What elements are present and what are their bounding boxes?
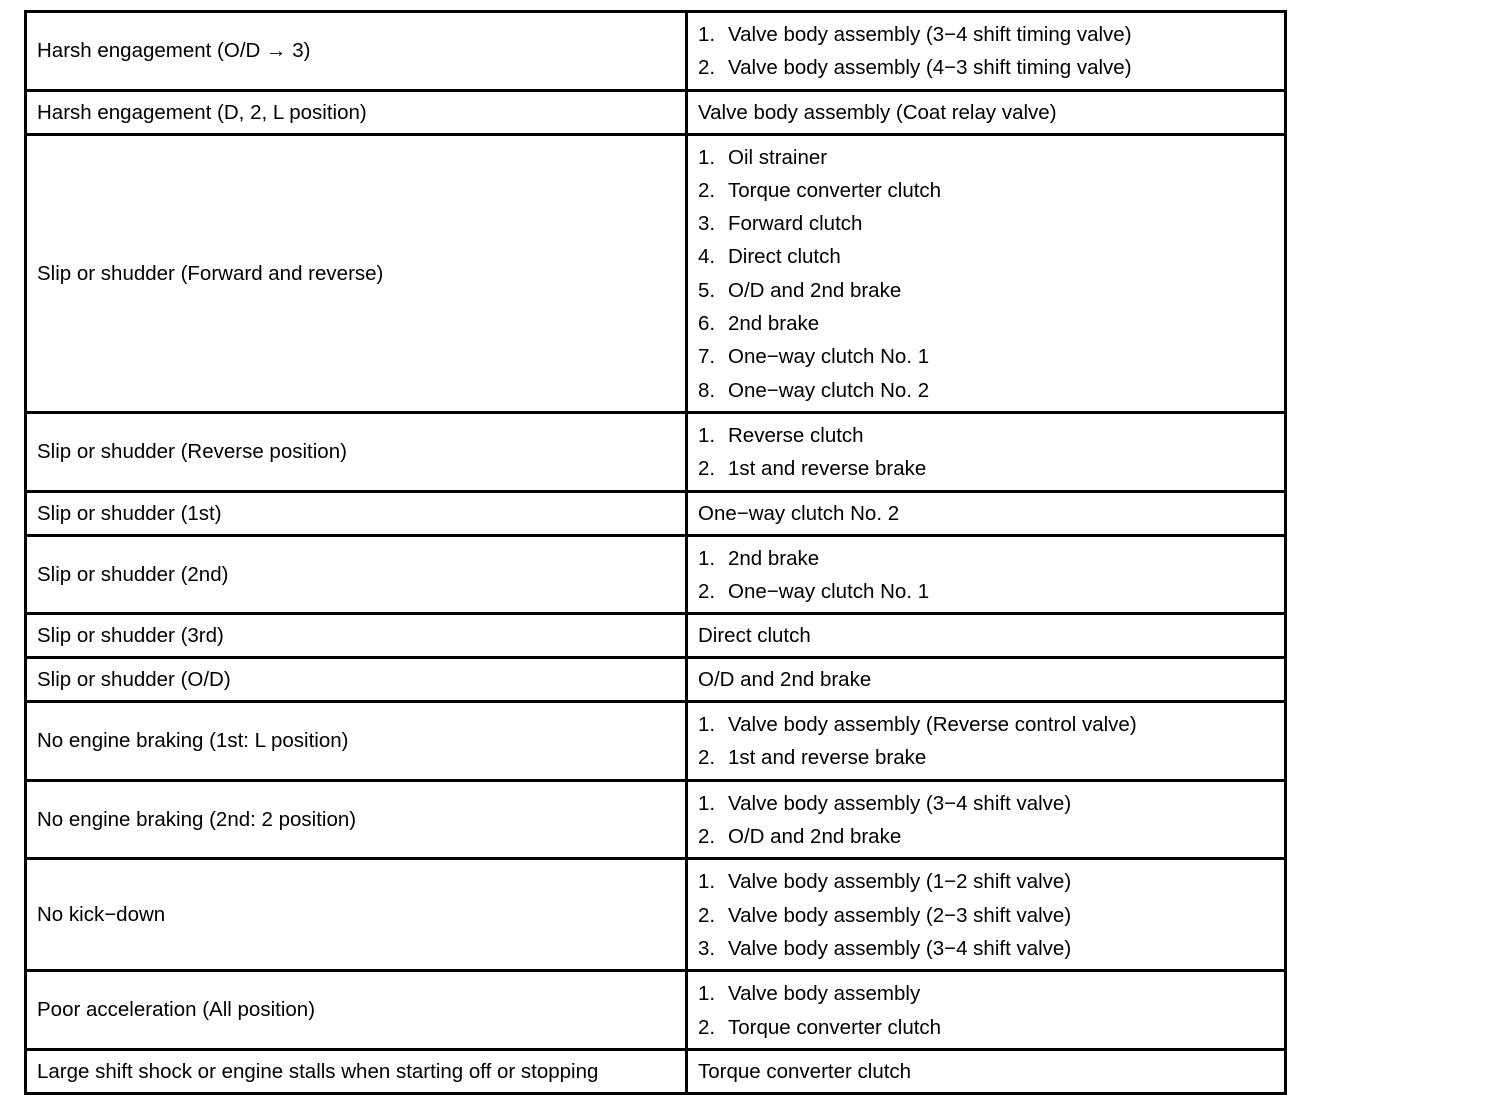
cause-text: One−way clutch No. 1 bbox=[728, 345, 930, 369]
cause-text: Valve body assembly (3−4 shift timing valve) bbox=[728, 23, 1132, 46]
cause-number: 2. bbox=[698, 579, 716, 603]
table-row bbox=[26, 971, 1286, 1050]
table-row bbox=[26, 859, 1286, 971]
cause-item bbox=[698, 932, 1274, 965]
cause-cell: One−way clutch No. 2 bbox=[687, 491, 1286, 535]
cause-number: 7. bbox=[698, 345, 716, 369]
cause-cell bbox=[687, 12, 1286, 91]
table-row bbox=[26, 535, 1286, 614]
cause-item bbox=[698, 419, 1274, 452]
cause-number: 3. bbox=[698, 212, 716, 236]
table-row bbox=[26, 1049, 1286, 1093]
cause-cell: O/D and 2nd brake bbox=[687, 658, 1286, 702]
cause-item bbox=[698, 820, 1274, 853]
cause-text: One−way clutch No. 2 bbox=[728, 378, 930, 402]
table-row bbox=[26, 614, 1286, 658]
cause-item bbox=[698, 708, 1274, 741]
cause-text: Forward clutch bbox=[728, 212, 863, 236]
cause-number: 1. bbox=[698, 423, 716, 447]
cause-number: 6. bbox=[698, 312, 716, 336]
cause-cell bbox=[687, 702, 1286, 781]
cause-number: 2. bbox=[698, 178, 716, 202]
table-row bbox=[26, 658, 1286, 702]
symptom-cell: Slip or shudder (3rd) bbox=[26, 614, 687, 658]
cause-text: Valve body assembly (3−4 shift valve) bbox=[728, 936, 1072, 960]
cause-item bbox=[698, 741, 1274, 774]
cause-item bbox=[698, 51, 1274, 84]
cause-cell bbox=[687, 412, 1286, 491]
cause-item bbox=[698, 787, 1274, 820]
cause-text: Valve body assembly (3−4 shift valve) bbox=[728, 791, 1072, 815]
cause-item bbox=[698, 174, 1274, 207]
cause-number: 2. bbox=[698, 1015, 716, 1039]
cause-item bbox=[698, 207, 1274, 240]
cause-number: 1. bbox=[698, 546, 716, 570]
cause-text: O/D and 2nd brake bbox=[728, 278, 902, 302]
cause-text: Oil strainer bbox=[728, 145, 828, 169]
symptom-cell: No engine braking (1st: L position) bbox=[26, 702, 687, 781]
cause-item bbox=[698, 899, 1274, 932]
cause-number: 1. bbox=[698, 23, 716, 46]
cause-number: 8. bbox=[698, 378, 716, 402]
cause-number: 2. bbox=[698, 56, 716, 80]
cause-text: Torque converter clutch bbox=[728, 178, 942, 202]
cause-text: Valve body assembly (Reverse control valve) bbox=[728, 713, 1137, 737]
cause-number: 1. bbox=[698, 982, 716, 1006]
cause-number: 3. bbox=[698, 936, 716, 960]
cause-cell: Direct clutch bbox=[687, 614, 1286, 658]
symptom-cell: No engine braking (2nd: 2 position) bbox=[26, 780, 687, 859]
cause-item bbox=[698, 240, 1274, 273]
cause-cell bbox=[687, 859, 1286, 971]
table-row bbox=[26, 702, 1286, 781]
cause-item bbox=[698, 18, 1274, 51]
cause-text: O/D and 2nd brake bbox=[728, 825, 902, 849]
cause-cell bbox=[687, 134, 1286, 412]
symptom-cell: Slip or shudder (Forward and reverse) bbox=[26, 134, 687, 412]
troubleshooting-table bbox=[24, 10, 1287, 1095]
symptom-cell: Slip or shudder (2nd) bbox=[26, 535, 687, 614]
cause-text: 2nd brake bbox=[728, 546, 820, 570]
cause-cell bbox=[687, 535, 1286, 614]
table-row bbox=[26, 412, 1286, 491]
cause-item bbox=[698, 542, 1274, 575]
cause-number: 1. bbox=[698, 791, 716, 815]
cause-item bbox=[698, 340, 1274, 373]
cause-text: 1st and reverse brake bbox=[728, 746, 927, 770]
cause-number: 5. bbox=[698, 278, 716, 302]
symptom-cell: Slip or shudder (1st) bbox=[26, 491, 687, 535]
symptom-cell: Large shift shock or engine stalls when starting off or stopping bbox=[26, 1049, 687, 1093]
cause-text: Valve body assembly (1−2 shift valve) bbox=[728, 870, 1072, 894]
cause-item bbox=[698, 977, 1274, 1010]
cause-cell: Valve body assembly (Coat relay valve) bbox=[687, 90, 1286, 134]
table-row bbox=[26, 12, 1286, 91]
cause-number: 1. bbox=[698, 145, 716, 169]
cause-cell: Torque converter clutch bbox=[687, 1049, 1286, 1093]
cause-text: Valve body assembly (4−3 shift timing valve) bbox=[728, 56, 1132, 80]
cause-text: One−way clutch No. 1 bbox=[728, 579, 930, 603]
table-row bbox=[26, 134, 1286, 412]
symptom-cell: Poor acceleration (All position) bbox=[26, 971, 687, 1050]
cause-number: 2. bbox=[698, 903, 716, 927]
cause-text: Valve body assembly (2−3 shift valve) bbox=[728, 903, 1072, 927]
cause-item bbox=[698, 374, 1274, 407]
cause-item bbox=[698, 575, 1274, 608]
table-row bbox=[26, 491, 1286, 535]
cause-number: 1. bbox=[698, 870, 716, 894]
cause-item bbox=[698, 141, 1274, 174]
cause-number: 2. bbox=[698, 457, 716, 481]
cause-item bbox=[698, 274, 1274, 307]
cause-number: 2. bbox=[698, 825, 716, 849]
cause-item bbox=[698, 1011, 1274, 1044]
cause-item bbox=[698, 452, 1274, 485]
cause-text: Direct clutch bbox=[728, 245, 841, 269]
cause-text: 1st and reverse brake bbox=[728, 457, 927, 481]
symptom-cell: No kick−down bbox=[26, 859, 687, 971]
table-row bbox=[26, 90, 1286, 134]
cause-text: Valve body assembly bbox=[728, 982, 921, 1006]
cause-item bbox=[698, 307, 1274, 340]
cause-number: 4. bbox=[698, 245, 716, 269]
cause-text: Reverse clutch bbox=[728, 423, 864, 447]
cause-text: 2nd brake bbox=[728, 312, 820, 336]
cause-cell bbox=[687, 780, 1286, 859]
symptom-cell: Slip or shudder (O/D) bbox=[26, 658, 687, 702]
cause-item bbox=[698, 865, 1274, 898]
cause-number: 1. bbox=[698, 713, 716, 737]
cause-number: 2. bbox=[698, 746, 716, 770]
table-row bbox=[26, 780, 1286, 859]
symptom-cell: Harsh engagement (O/D → 3) bbox=[26, 12, 687, 91]
symptom-cell: Slip or shudder (Reverse position) bbox=[26, 412, 687, 491]
cause-cell bbox=[687, 971, 1286, 1050]
symptom-cell: Harsh engagement (D, 2, L position) bbox=[26, 90, 687, 134]
cause-text: Torque converter clutch bbox=[728, 1015, 942, 1039]
